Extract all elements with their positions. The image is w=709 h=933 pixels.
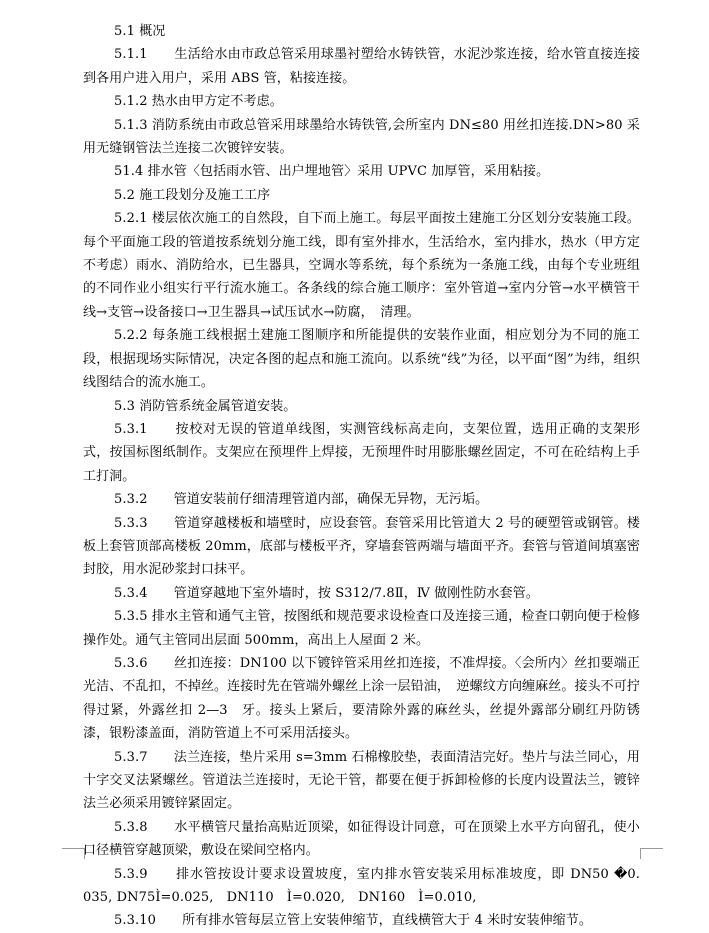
paragraph-5-3-9: 5.3.9 排水管按设计要求设置坡度，室内排水管安装采用标准坡度，即 DN50 �0. 035, DN75Ì=0.025, DN110 Ì=0.020, DN160 Ì=0.010, [83, 866, 640, 906]
paragraph-5-3-2: 5.3.2 管道安装前仔细清理管道内部，确保无异物，无污垢。 [114, 492, 489, 508]
paragraph-5-3-1: 5.3.1 按校对无误的管道单线图，实测管线标高走向，支架位置，选用正确的支架形式，按国标图纸制作。支架应在预埋件上焊接，无预埋件时用膨胀螺丝固定，不可在砼结构上手工打洞。 [83, 421, 640, 484]
heading-5-1: 5.1 概况 [114, 24, 166, 39]
paragraph-5-1-1: 5.1.1 生活给水由市政总管采用球墨衬塑给水铸铁管，水泥沙浆连接，给水管直接连接到各用户进入用户，采用 ABS 管，粘接连接。 [83, 47, 640, 86]
paragraph-5-2-2: 5.2.2 每条施工线根据土建施工图顺序和所能提供的安装作业面，相应划分为不同的施工段，根据现场实际情况，决定各图的起点和施工流向。以系统“线”为径，以平面“图”为纬，组织线图结合的流水施工。 [83, 328, 640, 391]
paragraph-5-3-10: 5.3.10 所有排水管每层立管上安装伸缩节，直线横管大于 4 米时安装伸缩节。 [114, 913, 592, 929]
document-body [83, 20, 640, 933]
paragraph-5-3-8: 5.3.8 水平横管尺量抬高贴近顶梁，如征得设计同意，可在顶梁上水平方向留孔，使小口径横管穿越顶梁，敷设在梁间空格内。 [83, 819, 640, 859]
heading-5-2: 5.2 施工段划分及施工工序 [114, 187, 271, 203]
paragraph-5-1-4: 51.4 排水管〈包括雨水管、出户埋地管〉采用 UPVC 加厚管，采用粘接。 [114, 164, 550, 180]
crop-mark-bottom-right [640, 848, 663, 859]
paragraph-5-3-4: 5.3.4 管道穿越地下室外墙时，按 S312/7.8Ⅱ，Ⅳ 做刚性防水套管。 [114, 585, 539, 601]
paragraph-5-2-1: 5.2.1 楼层依次施工的自然段，自下而上施工。每层平面按土建施工分区划分安装施工段。每个平面施工段的管道按系统划分施工线，即有室外排水，生活给水，室内排水，热水（甲方定不考虑）雨水、消防给水，已生器具，空调水等系统，每个系统为一条施工线，由每个专业班组的不同作业小组实行平行流水施工。各条线的综合施工顺序：室外管道→室内分管→水平横管干线→支管→设备接口→卫生器具→试压试水→防腐， 清理。 [83, 211, 640, 320]
crop-mark-bottom-left [62, 848, 85, 859]
paragraph-5-3-3: 5.3.3 管道穿越楼板和墙壁时，应设套管。套管采用比管道大 2 号的硬塑管或钢管。楼板上套管顶部高楼板 20mm，底部与楼板平齐，穿墙套管两端与墙面平齐。套管与管道间填塞密封胶，用水泥砂浆封口抹平。 [83, 515, 640, 578]
paragraph-5-3-7: 5.3.7 法兰连接，垫片采用 s=3mm 石棉橡胶垫，表面清洁完好。垫片与法兰同心，用十字交叉法紧螺丝。管道法兰连接时，无论干管，都要在便于拆卸检修的长度内设置法兰，镀锌法兰必须采用镀锌紧固定。 [83, 749, 640, 812]
paragraph-5-3-6: 5.3.6 丝扣连接：DN100 以下镀锌管采用丝扣连接，不准焊接。〈会所内〉丝扣要端正光洁、不乱扣，不掉丝。连接时先在管端外螺丝上涂一层铅油， 逆螺纹方向缠麻丝。接头不可拧得过紧，外露丝扣 2—3 牙。接头上紧后，要清除外露的麻丝头，丝提外露部分刷红丹防锈漆，银粉漆盖面，消防管道上不可采用活接头。 [83, 655, 640, 742]
paragraph-5-1-3: 5.1.3 消防系统由市政总管采用球墨给水铸铁管,会所室内 DN≤80 用丝扣连接.DN>80 采用无缝钢管法兰连接二次镀锌安装。 [83, 117, 640, 157]
paragraph-5-3-5: 5.3.5 排水主管和通气主管，按图纸和规范要求设检查口及连接三通，检查口朝向便于检修操作处。通气主管同出层面 500mm，高出上人屋面 2 米。 [83, 609, 640, 648]
paragraph-5-1-2: 5.1.2 热水由甲方定不考虑。 [114, 94, 283, 110]
heading-5-3: 5.3 消防管系统金属管道安装。 [114, 398, 297, 414]
